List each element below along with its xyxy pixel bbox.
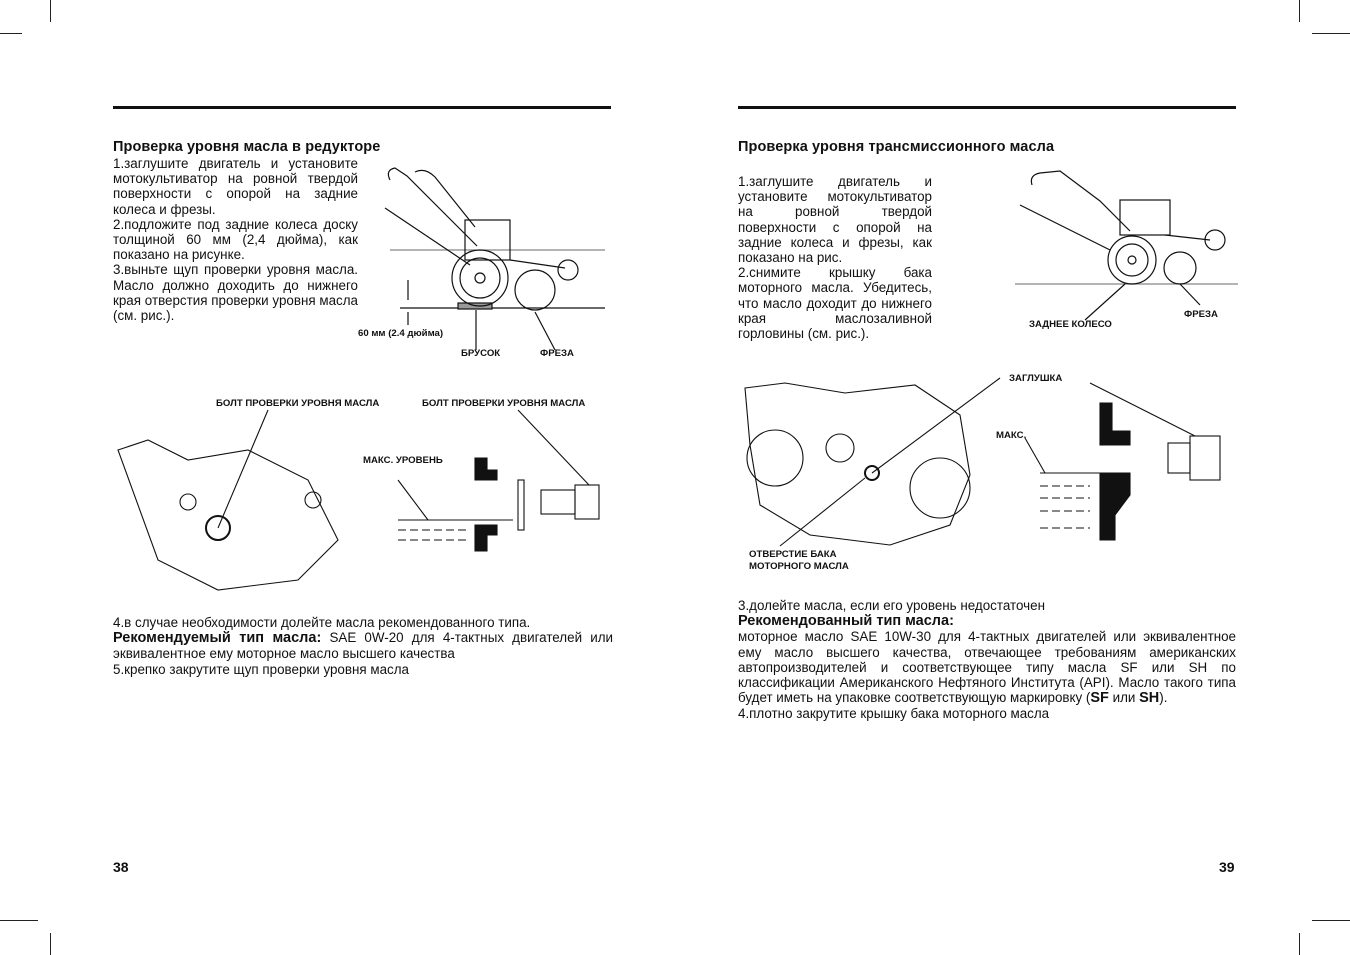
label-oil-hole-line2: МОТОРНОГО МАСЛА: [749, 560, 849, 572]
instructions: [113, 156, 358, 323]
gearbox-bolt-illustration: [113, 410, 613, 590]
header-rule: [113, 106, 611, 109]
label-oil-hole: [749, 549, 849, 572]
section-title: Проверка уровня трансмиссионного масла: [738, 139, 1055, 155]
crop-mark: [1299, 933, 1300, 955]
step-1: 1.заглушите двигатель и установите мотокультиватор на ровной твердой поверхности с опорой на задние колеса и фрезы, как показано на рис.: [738, 174, 932, 266]
crop-mark: [1312, 920, 1350, 921]
or-text: или: [1108, 690, 1140, 706]
label-rear-wheel: ЗАДНЕЕ КОЛЕСО: [1029, 319, 1112, 330]
oil-type-text: SAE 0W-20 для 4-тактных двигателей или эквивалентное ему моторное масло высшего качества: [113, 630, 613, 662]
crop-mark: [1299, 0, 1300, 22]
crop-mark: [50, 0, 51, 22]
step-2: 2.подложите под задние колеса доску толщиной 60 мм (2,4 дюйма), как показано на рисунке.: [113, 216, 358, 263]
label-tine: ФРЕЗА: [1184, 309, 1218, 320]
lower-instructions: [738, 598, 1236, 722]
oil-type: [113, 630, 613, 661]
step-2: 2.снимите крышку бака моторного масла. Убедитесь, что масло доходит до нижнего края маслозаливной горловины (см. рис.).: [738, 265, 932, 342]
oil-type-text: [738, 629, 1236, 706]
lower-instructions: [113, 615, 613, 677]
header-rule: [738, 106, 1236, 109]
label-max-level: МАКС. УРОВЕНЬ: [363, 455, 443, 466]
label-bolt-2: БОЛТ ПРОВЕРКИ УРОВНЯ МАСЛА: [422, 398, 586, 409]
oil-type-heading: [738, 613, 1236, 629]
page-number: 39: [1219, 859, 1235, 875]
step-3: 3.выньте щуп проверки уровня масла. Масло должно доходить до нижнего края отверстия проверки уровня масла (см. рис.).: [113, 262, 358, 324]
oil-text: моторное масло SAE 10W-30 для 4-тактных двигателей или эквивалентное ему масло высшего качества, отвечающее требованиям американских автопроизводителей и соответствующее типу масла SF или SH по классификации Американского Нефтяного Института (API). Масло такого типа будет иметь на упаковке соответствующую маркировку (: [738, 629, 1236, 706]
sh-mark: SH: [1139, 690, 1160, 707]
step-4: 4.плотно закрутите крышку бака моторного масла: [738, 706, 1050, 722]
label-max: МАКС.: [996, 430, 1027, 441]
label-bolt-1: БОЛТ ПРОВЕРКИ УРОВНЯ МАСЛА: [216, 398, 380, 409]
oil-type-label: Рекомендованный тип масла:: [738, 613, 954, 630]
step-5: 5.крепко закрутите щуп проверки уровня масла: [113, 661, 409, 677]
page-number: 38: [113, 859, 129, 875]
close-text: ).: [1159, 690, 1168, 706]
crop-mark: [0, 920, 38, 921]
crop-mark: [50, 933, 51, 955]
label-plug: ЗАГЛУШКА: [1009, 373, 1063, 384]
label-tine: ФРЕЗА: [540, 348, 574, 359]
sf-mark: SF: [1090, 690, 1109, 707]
step-3: 3.долейте масла, если его уровень недостаточен: [738, 598, 1045, 613]
step-4: 4.в случае необходимости долейте масла рекомендованного типа.: [113, 615, 531, 630]
oil-type-label: Рекомендуемый тип масла:: [113, 630, 322, 647]
crop-mark: [0, 33, 22, 34]
engine-oil-filler-illustration: [740, 378, 1240, 548]
label-60mm: 60 мм (2.4 дюйма): [358, 328, 444, 339]
section-title: Проверка уровня масла в редукторе: [113, 139, 381, 155]
label-oil-hole-line1: ОТВЕРСТИЕ БАКА: [749, 549, 837, 560]
step-1: 1.заглушите двигатель и установите мотокультиватор на ровной твердой поверхности с опорой на задние колеса и фрезы.: [113, 156, 358, 217]
crop-mark: [1312, 33, 1350, 34]
tiller-illustration: [1010, 160, 1240, 310]
label-block: БРУСОК: [461, 348, 501, 359]
instructions: [738, 174, 932, 341]
